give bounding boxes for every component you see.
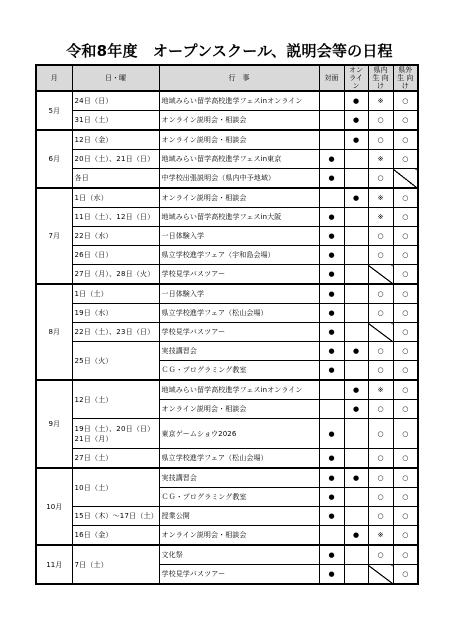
inpref-mark: ○ [368, 545, 393, 565]
face-mark: ● [319, 342, 344, 361]
online-mark [344, 227, 368, 246]
outpref-mark: ○ [393, 468, 418, 488]
table-row [36, 419, 418, 449]
event-cell: 地域みらい留学高校進学フェスinオンライン [159, 91, 319, 111]
date-cell: 27日（月）、28日（火） [72, 265, 159, 285]
inpref-mark: ※ [368, 188, 393, 208]
outpref-mark: ○ [393, 545, 418, 565]
header-online: オン ライン [344, 65, 368, 91]
table-row [36, 526, 418, 546]
outpref-mark: ○ [393, 380, 418, 400]
date-cell: 1日（水） [72, 188, 159, 208]
outpref-mark: ○ [393, 188, 418, 208]
online-mark: ● [344, 111, 368, 131]
event-cell: 学校見学バスツアー [159, 265, 319, 285]
inpref-mark: ○ [368, 468, 393, 488]
online-mark [344, 150, 368, 169]
online-mark [344, 419, 368, 449]
face-mark [319, 188, 344, 208]
header-event: 行 事 [159, 65, 319, 91]
header-date: 日・曜 [72, 65, 159, 91]
table-row [36, 227, 418, 246]
face-mark: ● [319, 323, 344, 342]
outpref-mark: ○ [393, 507, 418, 526]
inpref-mark: ○ [368, 507, 393, 526]
online-mark [344, 208, 368, 227]
table-row [36, 169, 418, 189]
inpref-mark: ※ [368, 91, 393, 111]
face-mark: ● [319, 488, 344, 507]
event-cell: 県立学校進学フェア（松山会場） [159, 304, 319, 323]
online-mark [344, 246, 368, 265]
face-mark: ● [319, 284, 344, 304]
event-cell: 授業公開 [159, 507, 319, 526]
face-mark: ● [319, 246, 344, 265]
date-cell: 22日（土）、23日（日） [72, 323, 159, 342]
face-mark [319, 526, 344, 546]
date-cell: 15日（木）～17日（土） [72, 507, 159, 526]
online-mark [344, 507, 368, 526]
date-cell: 31日（土） [72, 111, 159, 131]
table-row [36, 545, 418, 565]
inpref-mark: ※ [368, 380, 393, 400]
date-cell: 20日（土）、21日（日） [72, 150, 159, 169]
event-cell: オンライン説明会・相談会 [159, 111, 319, 131]
face-mark: ● [319, 468, 344, 488]
event-cell: オンライン説明会・相談会 [159, 400, 319, 419]
date-cell: 25日（火） [72, 342, 159, 381]
inpref-mark: ※ [368, 526, 393, 546]
online-mark: ● [344, 526, 368, 546]
page-title: 令和8年度 オープンスクール、説明会等の日程 [66, 42, 393, 60]
date-cell: 10日（土） [72, 468, 159, 507]
date-cell: 16日（金） [72, 526, 159, 546]
outpref-mark: ○ [393, 400, 418, 419]
online-mark [344, 545, 368, 565]
table-row [36, 150, 418, 169]
event-cell: 県立学校進学フェア（松山会場） [159, 449, 319, 469]
table-row [36, 507, 418, 526]
face-mark [319, 91, 344, 111]
inpref-mark: ○ [368, 227, 393, 246]
month-cell: 7月 [36, 188, 72, 284]
inpref-mark: ○ [368, 449, 393, 469]
face-mark: ● [319, 227, 344, 246]
month-cell: 5月 [36, 91, 72, 130]
event-cell: 学校見学バスツアー [159, 565, 319, 585]
month-cell: 8月 [36, 284, 72, 380]
online-mark [344, 565, 368, 585]
table-row [36, 323, 418, 342]
inpref-mark: ○ [368, 488, 393, 507]
online-mark: ● [344, 188, 368, 208]
date-cell: 7日（土） [72, 545, 159, 584]
outpref-mark: ○ [393, 304, 418, 323]
header-outpref: 県外生 向け [393, 65, 418, 91]
inpref-mark: ○ [368, 400, 393, 419]
table-row [36, 246, 418, 265]
outpref-mark: ○ [393, 449, 418, 469]
table-row [36, 304, 418, 323]
header-inpref: 県内生 向け [368, 65, 393, 91]
month-cell: 11月 [36, 545, 72, 584]
outpref-mark: ○ [393, 111, 418, 131]
inpref-mark: ○ [368, 419, 393, 449]
date-cell: 19日（水） [72, 304, 159, 323]
table-row [36, 188, 418, 208]
inpref-mark [368, 265, 393, 285]
date-cell: 19日（土）、20日（日） 21日（月） [72, 419, 159, 449]
face-mark [319, 380, 344, 400]
outpref-mark: ○ [393, 91, 418, 111]
table-row [36, 380, 418, 400]
date-cell: 26日（日） [72, 246, 159, 265]
face-mark: ● [319, 304, 344, 323]
online-mark: ● [344, 342, 368, 361]
outpref-mark: ○ [393, 488, 418, 507]
face-mark: ● [319, 169, 344, 189]
outpref-mark: ○ [393, 150, 418, 169]
face-mark: ● [319, 208, 344, 227]
face-mark: ● [319, 265, 344, 285]
inpref-mark: ※ [368, 208, 393, 227]
header-face: 対面 [319, 65, 344, 91]
outpref-mark: ○ [393, 130, 418, 150]
event-cell: 地域みらい留学高校進学フェスinオンライン [159, 380, 319, 400]
table-row [36, 284, 418, 304]
event-cell: ＣＧ・プログラミング教室 [159, 361, 319, 381]
inpref-mark: ○ [368, 130, 393, 150]
face-mark [319, 400, 344, 419]
online-mark [344, 449, 368, 469]
table-row [36, 130, 418, 150]
date-cell: 24日（日） [72, 91, 159, 111]
inpref-mark: ○ [368, 361, 393, 381]
date-cell: 各日 [72, 169, 159, 189]
outpref-mark: ○ [393, 419, 418, 449]
date-cell: 22日（水） [72, 227, 159, 246]
face-mark: ● [319, 150, 344, 169]
schedule-body [36, 91, 418, 584]
event-cell: 県立学校進学フェア（宇和島会場） [159, 246, 319, 265]
face-mark: ● [319, 449, 344, 469]
event-cell: 東京ゲームショウ2026 [159, 419, 319, 449]
date-cell: 12日（土） [72, 380, 159, 419]
outpref-mark: ○ [393, 565, 418, 585]
event-cell: 実技講習会 [159, 342, 319, 361]
online-mark [344, 169, 368, 189]
table-row [36, 208, 418, 227]
inpref-mark [368, 323, 393, 342]
inpref-mark: ○ [368, 342, 393, 361]
schedule-table [35, 64, 419, 585]
face-mark: ● [319, 507, 344, 526]
online-mark [344, 284, 368, 304]
table-row [36, 468, 418, 488]
inpref-mark: ○ [368, 284, 393, 304]
online-mark [344, 323, 368, 342]
event-cell: オンライン説明会・相談会 [159, 526, 319, 546]
inpref-mark: ○ [368, 169, 393, 189]
header-month: 月 [36, 65, 72, 91]
table-row [36, 449, 418, 469]
inpref-mark: ○ [368, 304, 393, 323]
table-row [36, 91, 418, 111]
online-mark: ● [344, 400, 368, 419]
outpref-mark: ○ [393, 323, 418, 342]
online-mark [344, 265, 368, 285]
table-header-row [36, 65, 418, 91]
table-row [36, 342, 418, 361]
online-mark: ● [344, 130, 368, 150]
online-mark: ● [344, 380, 368, 400]
outpref-mark: ○ [393, 526, 418, 546]
date-cell: 11日（土）、12日（日） [72, 208, 159, 227]
event-cell: 中学校出張説明会（県内中予地域） [159, 169, 319, 189]
face-mark: ● [319, 361, 344, 381]
event-cell: オンライン説明会・相談会 [159, 130, 319, 150]
outpref-mark: ○ [393, 265, 418, 285]
online-mark: ● [344, 468, 368, 488]
month-cell: 9月 [36, 380, 72, 468]
date-cell: 1日（土） [72, 284, 159, 304]
date-cell: 12日（金） [72, 130, 159, 150]
table-row [36, 265, 418, 285]
outpref-mark: ○ [393, 246, 418, 265]
face-mark: ● [319, 419, 344, 449]
online-mark [344, 488, 368, 507]
outpref-mark: ○ [393, 284, 418, 304]
event-cell: 文化祭 [159, 545, 319, 565]
table-row [36, 111, 418, 131]
event-cell: ＣＧ・プログラミング教室 [159, 488, 319, 507]
online-mark [344, 361, 368, 381]
event-cell: 実技講習会 [159, 468, 319, 488]
inpref-mark: ○ [368, 246, 393, 265]
month-cell: 10月 [36, 468, 72, 545]
month-cell: 6月 [36, 130, 72, 188]
face-mark: ● [319, 545, 344, 565]
outpref-mark: ○ [393, 208, 418, 227]
event-cell: 一日体験入学 [159, 227, 319, 246]
outpref-mark: ○ [393, 342, 418, 361]
outpref-mark: ○ [393, 227, 418, 246]
face-mark [319, 130, 344, 150]
event-cell: 学校見学バスツアー [159, 323, 319, 342]
event-cell: 地域みらい留学高校進学フェスin東京 [159, 150, 319, 169]
outpref-mark: ○ [393, 361, 418, 381]
inpref-mark: ※ [368, 150, 393, 169]
face-mark: ● [319, 565, 344, 585]
inpref-mark [368, 565, 393, 585]
face-mark [319, 111, 344, 131]
event-cell: オンライン説明会・相談会 [159, 188, 319, 208]
inpref-mark: ○ [368, 111, 393, 131]
online-mark [344, 304, 368, 323]
event-cell: 地域みらい留学高校進学フェスin大阪 [159, 208, 319, 227]
outpref-mark [393, 169, 418, 189]
event-cell: 一日体験入学 [159, 284, 319, 304]
online-mark: ● [344, 91, 368, 111]
date-cell: 27日（土） [72, 449, 159, 469]
